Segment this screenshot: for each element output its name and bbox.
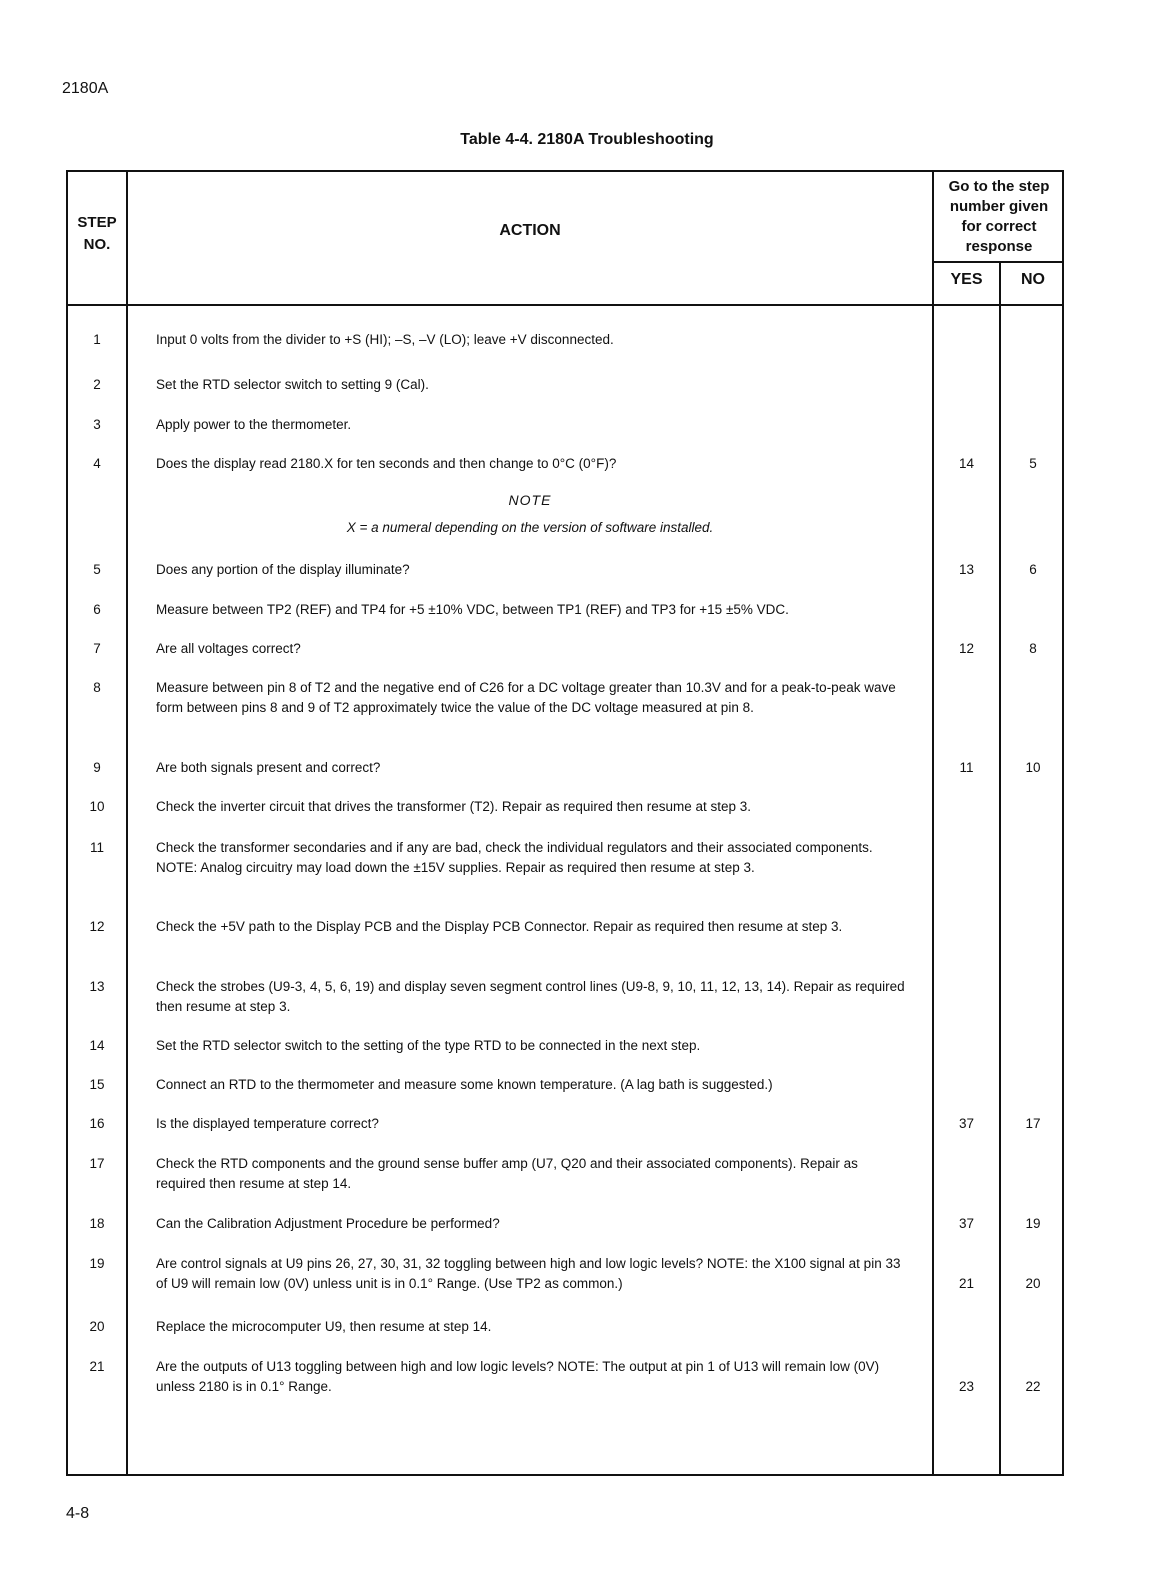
step-number: 12 (89, 919, 105, 934)
step-action: Does any portion of the display illuminate? (156, 562, 410, 577)
step-number: 16 (89, 1116, 105, 1131)
step-number: 6 (93, 602, 101, 617)
step-number: 17 (89, 1156, 105, 1171)
header-yes: YES (950, 271, 983, 288)
no-goto-step: 8 (1029, 641, 1037, 656)
step-number: 9 (93, 760, 101, 775)
yes-goto-step: 14 (958, 456, 975, 471)
yes-goto-step: 12 (958, 641, 975, 656)
no-goto-step: 19 (1025, 1216, 1041, 1231)
step-action: Are all voltages correct? (156, 641, 301, 656)
header-step-no (68, 212, 126, 256)
step-number: 11 (89, 840, 104, 855)
no-goto-step: 5 (1029, 456, 1037, 471)
header-goto-line: number given (949, 198, 1049, 215)
step-number: 13 (89, 979, 105, 994)
step-number: 14 (89, 1038, 105, 1053)
step-number: 2 (93, 377, 101, 392)
header-action: ACTION (499, 222, 561, 239)
yes-goto-step: 23 (958, 1379, 975, 1394)
header-goto-line: Go to the step (948, 178, 1050, 195)
step-action: Input 0 volts from the divider to +S (HI); –S, –V (LO); leave +V disconnected. (156, 332, 614, 347)
yes-goto-step: 11 (959, 760, 974, 775)
step-number: 20 (89, 1319, 105, 1334)
document-id: 2180A (62, 80, 109, 97)
goto-subheader-divider (932, 261, 1062, 263)
page-number: 4-8 (66, 1505, 90, 1522)
step-number: 18 (89, 1216, 105, 1231)
step-number: 7 (93, 641, 101, 656)
step-action: Can the Calibration Adjustment Procedure be performed? (156, 1216, 500, 1231)
step-number: 5 (93, 562, 101, 577)
step-number: 15 (89, 1077, 105, 1092)
table-title: Table 4-4. 2180A Troubleshooting (460, 131, 714, 148)
no-goto-step: 10 (1025, 760, 1041, 775)
step-number: 4 (93, 456, 101, 471)
note-heading: NOTE (508, 492, 552, 508)
step-action: Check the +5V path to the Display PCB and the Display PCB Connector. Repair as required then resume at step 3. (156, 919, 843, 934)
header-no-label: NO. (83, 236, 111, 253)
step-action: Set the RTD selector switch to setting 9 (Cal). (156, 377, 429, 392)
step-action: Are control signals at U9 pins 26, 27, 30, 31, 32 toggling between high and low logic levels? NOTE: the X100 signal at pin 33 of U9 will remain low (0V) unless unit is in 0.1° Range. (Use TP2 as common.) (156, 1256, 901, 1291)
step-action: Check the RTD components and the ground sense buffer amp (U7, Q20 and their associated components). Repair as required then resume at step 14. (156, 1156, 858, 1191)
step-action: Does the display read 2180.X for ten seconds and then change to 0°C (0°F)? (156, 456, 617, 471)
step-number: 21 (89, 1359, 105, 1374)
header-goto-line: response (965, 238, 1033, 255)
no-goto-step: 22 (1025, 1379, 1041, 1394)
no-goto-step: 20 (1025, 1276, 1041, 1291)
step-action: Measure between TP2 (REF) and TP4 for +5 ±10% VDC, between TP1 (REF) and TP3 for +15 ±5% VDC. (156, 602, 789, 617)
yes-goto-step: 37 (958, 1216, 975, 1231)
step-number: 3 (93, 417, 101, 432)
header-goto-step (934, 177, 1064, 257)
step-action: Check the strobes (U9-3, 4, 5, 6, 19) and display seven segment control lines (U9-8, 9, 10, 11, 12, 13, 14). Repair as required then resume at step 3. (156, 979, 905, 1014)
header-no: NO (1021, 271, 1045, 288)
step-action: Measure between pin 8 of T2 and the negative end of C26 for a DC voltage greater than 10.3V and for a peak-to-peak wave form between pins 8 and 9 of T2 approximately twice the value of the DC voltage measured at pin 8. (156, 680, 896, 715)
step-action: Check the inverter circuit that drives the transformer (T2). Repair as required then resume at step 3. (156, 799, 752, 814)
step-number: 8 (93, 680, 101, 695)
troubleshooting-table (66, 170, 1064, 1476)
step-action: Are both signals present and correct? (156, 760, 381, 775)
step-action: Replace the microcomputer U9, then resume at step 14. (156, 1319, 492, 1334)
header-divider (68, 304, 1062, 306)
step-action: Check the transformer secondaries and if any are bad, check the individual regulators and their associated components. NOTE: Analog circuitry may load down the ±15V supplies. Repair as required then resume at step 3. (156, 840, 873, 875)
step-number: 1 (93, 332, 101, 347)
no-goto-step: 6 (1029, 562, 1037, 577)
yes-goto-step: 21 (958, 1276, 975, 1291)
column-divider-step (126, 172, 128, 1474)
yes-goto-step: 13 (958, 562, 975, 577)
step-number: 19 (89, 1256, 105, 1271)
step-action: Is the displayed temperature correct? (156, 1116, 379, 1131)
header-step-label: STEP (77, 214, 117, 231)
step-action: Set the RTD selector switch to the setting of the type RTD to be connected in the next step. (156, 1038, 701, 1053)
step-number: 10 (89, 799, 105, 814)
step-action: Connect an RTD to the thermometer and measure some known temperature. (A lag bath is suggested.) (156, 1077, 773, 1092)
step-action: Are the outputs of U13 toggling between high and low logic levels? NOTE: The output at pin 1 of U13 will remain low (0V) unless 2180 is in 0.1° Range. (156, 1359, 880, 1394)
yes-goto-step: 37 (958, 1116, 975, 1131)
no-goto-step: 17 (1025, 1116, 1041, 1131)
note-text: X = a numeral depending on the version of software installed. (346, 520, 714, 535)
header-goto-line: for correct (961, 218, 1037, 235)
step-action: Apply power to the thermometer. (156, 417, 352, 432)
